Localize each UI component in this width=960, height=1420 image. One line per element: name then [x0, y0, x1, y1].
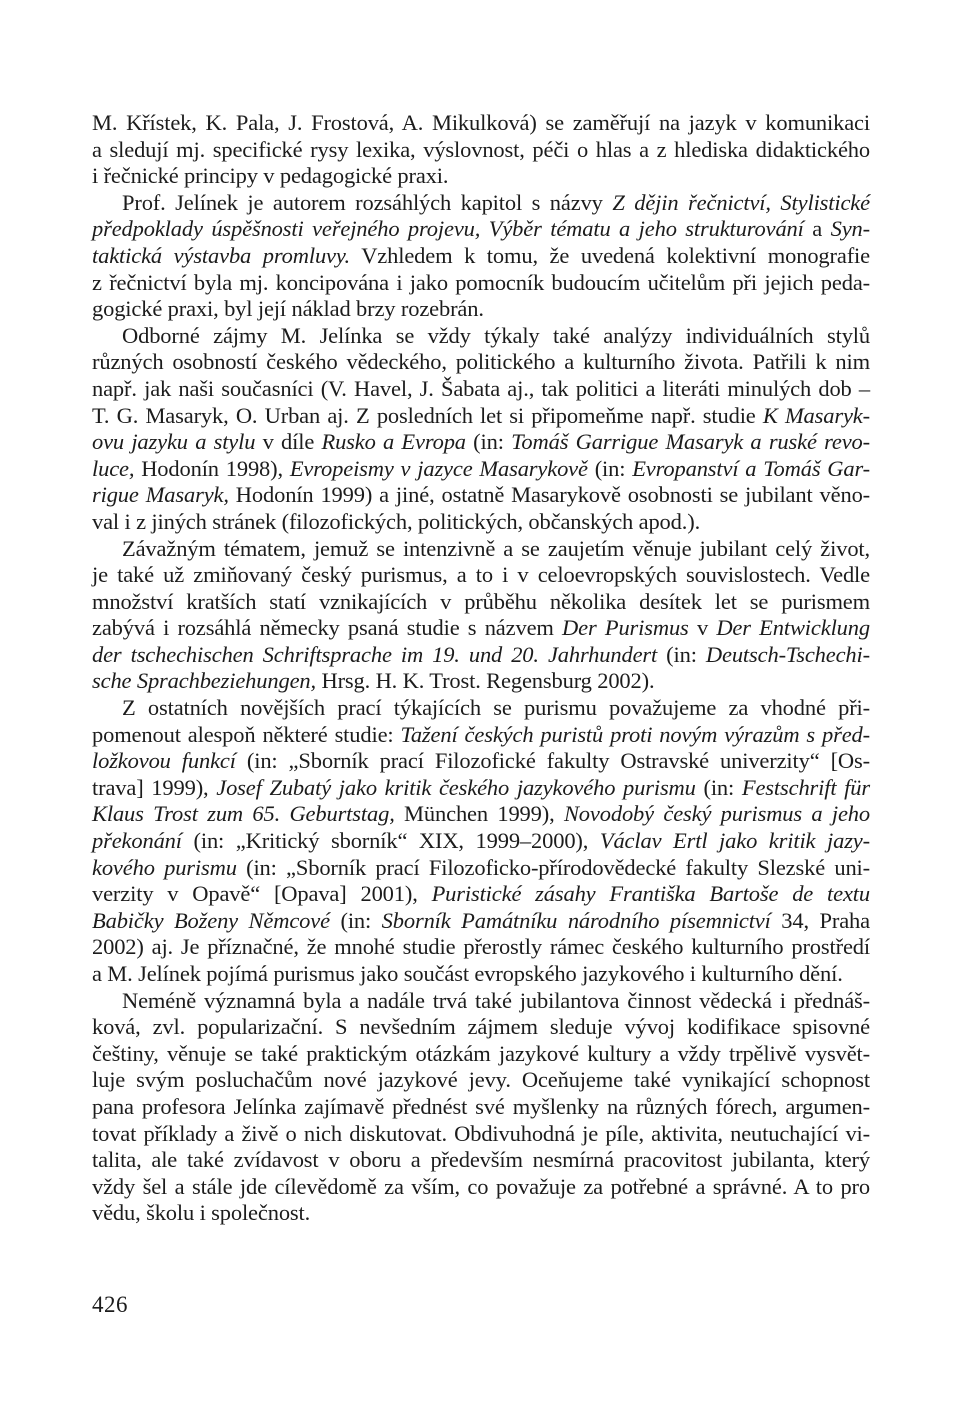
text-line	[92, 988, 870, 1015]
text-line	[92, 855, 870, 882]
italic-text-span: taktická výstavba promluvy.	[92, 242, 350, 268]
text-line	[92, 722, 870, 749]
text-line	[92, 509, 870, 536]
text-span: Z ostatních novějších prací týkajících se purismu považujeme za vhodné při-	[122, 695, 870, 721]
text-span: T. G. Masaryk, O. Urban aj. Z posledních let si připomeňme např. studie	[92, 402, 763, 428]
text-line	[92, 881, 870, 908]
text-line	[92, 296, 870, 323]
text-line	[92, 190, 870, 217]
text-line	[92, 429, 870, 456]
text-line	[92, 668, 870, 695]
italic-text-span: předpoklady úspěšnosti veřejného projevu, Výběr tématu a jeho strukturování	[92, 216, 804, 242]
italic-text-span: Tažení českých puristů proti novým výrazům s před-	[400, 721, 870, 747]
text-line	[92, 1121, 870, 1148]
italic-text-span: Václav Ertl jako kritik jazy-	[599, 828, 870, 854]
text-line	[92, 615, 870, 642]
text-span: pana profesora Jelínka zajímavě přednést své myšlenky na různých fórech, argumen-	[92, 1093, 870, 1119]
text-line	[92, 456, 870, 483]
text-span: pomenout alespoň některé studie:	[92, 721, 401, 747]
text-span: Hrsg. H. K. Trost. Regensburg 2002).	[316, 668, 655, 694]
text-span: zabývá i rozsáhlá německy psaná studie s názvem	[92, 615, 563, 641]
text-line	[92, 137, 870, 164]
text-span: Vzhledem k tomu, že uvedená kolektivní monografie	[349, 242, 870, 268]
text-span: (in:	[329, 907, 382, 933]
text-span: München 1999),	[394, 801, 564, 827]
italic-text-span: překonání	[92, 828, 182, 854]
text-line	[92, 562, 870, 589]
text-span: (in:	[465, 429, 512, 455]
text-line	[92, 376, 870, 403]
italic-text-span: Der Entwicklung	[716, 615, 870, 641]
text-span: různých osobností českého vědeckého, politického a kulturního života. Patřili k nim	[92, 349, 870, 375]
text-span: Hodonín 1999) a jiné, ostatně Masarykově osobnosti se jubilant věno-	[228, 482, 871, 508]
text-span: (in: „Kritický sborník“ XIX, 1999–2000),	[181, 828, 600, 854]
italic-text-span: Evropeismy v jazyce Masarykově	[289, 455, 588, 481]
italic-text-span: Festschrift für	[741, 774, 870, 800]
italic-text-span: ovu jazyku a stylu	[92, 429, 256, 455]
text-span: Odborné zájmy M. Jelínka se vždy týkaly také analýzy individuálních stylů	[122, 322, 870, 348]
text-line	[92, 1014, 870, 1041]
italic-text-span: Tomáš Garrigue Masaryk a ruské revo-	[511, 429, 870, 455]
text-line	[92, 589, 870, 616]
text-span: M. Křístek, K. Pala, J. Frostová, A. Mikulková) se zaměřují na jazyk v komunikaci	[92, 110, 870, 135]
text-span: (in: „Sborník prací Filozofické fakulty Ostravské univerzity“ [Os-	[235, 748, 870, 774]
text-span: (in:	[587, 455, 633, 481]
italic-text-span: Puristické zásahy Františka Bartoše de textu	[431, 881, 870, 907]
text-span: ková, zvl. popularizační. S nevšedním zájmem sleduje vývoj kodifikace spisovné	[92, 1014, 870, 1040]
text-line	[92, 323, 870, 350]
text-span: v	[688, 615, 717, 641]
text-span: např. jak naši současníci (V. Havel, J. Šabata aj., tak politici a literáti minulých dob –	[92, 375, 870, 401]
text-line	[92, 110, 870, 137]
italic-text-span: Babičky Boženy Němcové	[92, 907, 330, 933]
text-span: gogické praxi, byl její náklad brzy rozebrán.	[92, 296, 484, 322]
italic-text-span: Evropanství a Tomáš Gar-	[632, 455, 870, 481]
italic-text-span: K Masaryk-	[762, 402, 870, 428]
text-span: trava] 1999),	[92, 774, 217, 800]
text-line	[92, 748, 870, 775]
text-span: verzity v Opavě“ [Opava] 2001),	[92, 881, 432, 907]
italic-text-span: Z dějin řečnictví, Stylistické	[612, 189, 870, 215]
italic-text-span: Novodobý český purismus a jeho	[563, 801, 870, 827]
italic-text-span: Josef Zubatý jako kritik českého jazykového purismu	[216, 774, 696, 800]
text-line	[92, 908, 870, 935]
text-line	[92, 163, 870, 190]
text-span: češtiny, věnuje se také praktickým otázkám jazykové kultury a vždy trpělivě vysvět-	[92, 1040, 870, 1066]
text-span: i řečnické principy v pedagogické praxi.	[92, 163, 449, 189]
italic-text-span: Klaus Trost zum 65. Geburtstag,	[92, 801, 395, 827]
text-span: v díle	[255, 429, 322, 455]
text-line	[92, 270, 870, 297]
italic-text-span: Syn-	[830, 216, 870, 242]
text-span: (in:	[657, 641, 706, 667]
italic-text-span: ložkovou funkcí	[92, 748, 236, 774]
body-text	[92, 110, 870, 1227]
text-span: Závažným tématem, jemuž se intenzivně a se zaujetím věnuje jubilant celý život,	[122, 535, 870, 561]
text-line	[92, 216, 870, 243]
text-line	[92, 1147, 870, 1174]
italic-text-span: Deutsch-Tschechi-	[705, 641, 870, 667]
page-number: 426	[92, 1292, 128, 1317]
text-span: z řečnictví byla mj. koncipována i jako pomocník budoucím učitelům při jejich peda-	[92, 269, 870, 295]
italic-text-span: der tschechischen Schriftsprache im 19. und 20. Jahrhundert	[92, 641, 658, 667]
text-span: Prof. Jelínek je autorem rozsáhlých kapitol s názvy	[122, 189, 613, 215]
text-line	[92, 403, 870, 430]
text-line	[92, 1094, 870, 1121]
text-span: a sledují mj. specifické rysy lexika, výslovnost, péči o hlas a z hlediska didaktického	[92, 136, 870, 162]
italic-text-span: sche Sprachbeziehungen,	[92, 668, 316, 694]
text-span: množství kratších statí vznikajících v průběhu několika desítek let se purismem	[92, 588, 870, 614]
text-line	[92, 536, 870, 563]
italic-text-span: Rusko a Evropa	[321, 429, 466, 455]
text-span: vždy šel a stále jde cílevědomě za vším, co považuje za potřebné a správné. A to pro	[92, 1173, 870, 1199]
text-line	[92, 1067, 870, 1094]
text-span: 2002) aj. Je příznačné, že mnohé studie přerostly rámec českého kulturního prostředí	[92, 934, 870, 960]
text-line	[92, 1174, 870, 1201]
text-span: 34, Praha	[770, 907, 870, 933]
text-span: val i z jiných stránek (filozofických, politických, občanských apod.).	[92, 508, 701, 534]
text-line	[92, 1200, 870, 1227]
text-line	[92, 695, 870, 722]
text-span: Neméně významná byla a nadále trvá také jubilantova činnost vědecká i přednáš-	[122, 987, 870, 1013]
italic-text-span: rigue Masaryk,	[92, 482, 229, 508]
text-span: luje svým posluchačům nové jazykové jevy. Oceňujeme také vynikající schopnost	[92, 1067, 870, 1093]
italic-text-span: Sborník Památníku národního písemnictví	[381, 907, 771, 933]
text-line	[92, 828, 870, 855]
text-span: Hodonín 1998),	[134, 455, 290, 481]
text-line	[92, 482, 870, 509]
text-span: (in:	[695, 774, 742, 800]
italic-text-span: luce,	[92, 455, 135, 481]
text-line	[92, 243, 870, 270]
text-line	[92, 1041, 870, 1068]
text-span: a M. Jelínek pojímá purismus jako součást evropského jazykového i kulturního dění.	[92, 961, 843, 986]
text-span: tovat příklady a živě o nich diskutovat. Obdivuhodná je píle, aktivita, neutuchající vi-	[92, 1120, 870, 1146]
text-line	[92, 349, 870, 376]
italic-text-span: kového purismu	[92, 854, 237, 880]
text-line	[92, 961, 870, 988]
text-line	[92, 642, 870, 669]
text-span: a	[803, 216, 831, 242]
text-span: je také už zmiňovaný český purismus, a to i v celoevropských souvislostech. Vedle	[92, 562, 870, 588]
text-line	[92, 775, 870, 802]
text-line	[92, 801, 870, 828]
text-span: vědu, školu i společnost.	[92, 1200, 311, 1226]
text-span: (in: „Sborník prací Filozoficko-přírodovědecké fakulty Slezské uni-	[236, 854, 870, 880]
text-line	[92, 934, 870, 961]
text-span: talita, ale také zvídavost v oboru a především nesmírná pracovitost jubilanta, který	[92, 1147, 870, 1173]
italic-text-span: Der Purismus	[562, 615, 689, 641]
